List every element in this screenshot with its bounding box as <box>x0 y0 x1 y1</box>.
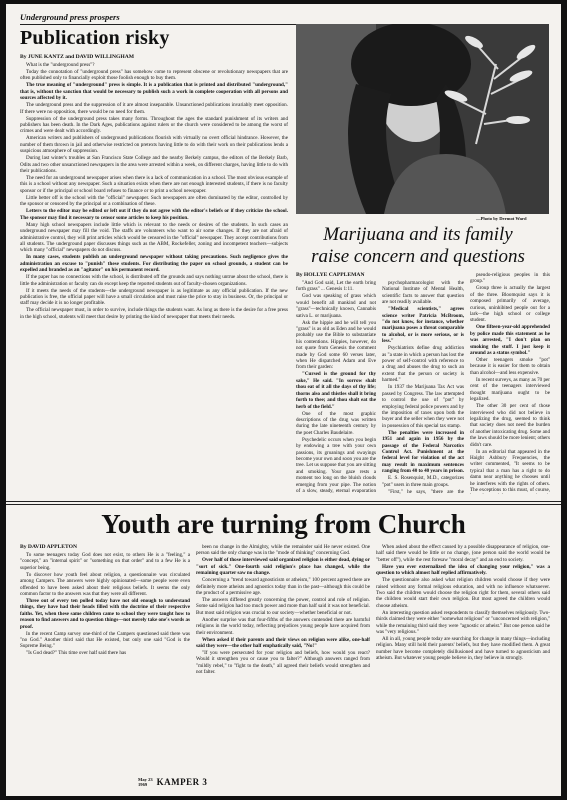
paragraph: The official newspaper must, in order to survive, include things the students want. As long as there is the desire for a free press in the high school, students will meet that desire by printing the kind of newspaper that meets their needs. <box>20 307 288 320</box>
headline-youth-church: Youth are turning from Church <box>101 509 466 539</box>
paragraph: been no change in the Almighty, while the remainder said He never existed. One person said the only change was in the "mode of thinking" concerning God. <box>196 544 370 557</box>
paragraph: The questionnaire also asked what religion children would choose if they were raised without any formal religious education, and with no influence whatsoever. Two said the children would choose the religion right for them, several others said the children would start their own religion. But most agreed the children would choose atheism. <box>376 577 550 609</box>
paragraph: Many high school newspapers include little which is relevant to the needs or desires of the students. In such cases an underground newspaper may fill the void. The staffs are volunteers who want to air some changes. If they are not afraid of administrative control, they will print articles which would be censored in the "official" newspaper. They accept contributions from all students. The underground paper discusses things such as the ABM, Rockefeller, zoning and incompetent teachers—subjects which many "official" newspapers do not discuss. <box>20 221 288 254</box>
paragraph: Have you ever externalized the idea of changing your religion," was a question to which almost half replied affirmatively. <box>376 563 550 577</box>
paragraph: psychopharmacologist with the National Institute of Mental Health, scientific facts to answer that question are not readily available. <box>382 280 464 306</box>
paragraph: Concerning a "trend toward agnosticism or atheism," 100 percent agreed there are definitely more atheists and agnostics today than in the past—although this could be the product of a permissive age. <box>196 577 370 597</box>
headline-marijuana <box>278 224 558 268</box>
page-footer <box>138 777 207 787</box>
paragraph: The underground press and the suppression of it are almost inseparable. Unsanctioned publications invariably meet opposition. If there were no opposition, there would be no need for them. <box>20 102 288 115</box>
story2-column-1 <box>296 280 376 494</box>
photo-image <box>296 24 549 214</box>
byline-story2: By HOLLYE CAPPLEMAN <box>296 272 365 278</box>
headline-marijuana-line2: raise concern and questions <box>311 246 525 267</box>
story2-column-3 <box>470 272 550 494</box>
story3-column-1 <box>20 552 190 774</box>
headline-marijuana-line1: Marijuana and its family <box>323 224 513 245</box>
paragraph: Suppression of the underground press takes many forms. Throughout the ages the standard punishment of its writers and publishers has been death. In the Dark Ages, publications against rulers or the church were considered to be among the worst of crimes and were dealt with accordingly. <box>20 115 288 135</box>
paragraph: To some teenagers today God does not exist, to others He is a "feeling," a "concept," an "internal spirit" or "something on that order" and to a few He is a superior being. <box>20 552 190 571</box>
newspaper-page <box>6 4 561 796</box>
issue-date <box>138 777 153 787</box>
issue-date-year: 1969 <box>138 782 148 787</box>
paragraph: Today the connotation of "underground press" has somehow come to represent obscene or revolutionary newspapers that are often published only to financially exploit those foolish enough to buy them. <box>20 69 288 82</box>
paragraph: Over half of those interviewed said organized religion is either dead, dying or "sort of sick." One-fourth said religion's place has changed, while the remaining quarter saw no change. <box>196 557 370 577</box>
paragraph: An interesting question asked respondents to classify themselves religiously. Two-thirds claimed they were either "somewhat religious" or "unconcerned with religion," while the remaining third said they were "agnostic or atheist." But one person said he was "very religious." <box>376 609 550 636</box>
paragraph: Group three is actually the largest of the three. Bloomquist says it is composed primarily of average, curious, uninhibited people out for a lark—the high school or college student. <box>470 285 550 324</box>
paragraph: The true meaning of "underground" press is simple. It is a publication that is printed and distributed "underground," that is, without the sanction that would be necessary to publish such a work in complete cooperation with all persons and sources affected by it. <box>20 82 288 102</box>
story3-column-3 <box>376 544 550 784</box>
paragraph: American writers and publishers of underground publications flourish with virtually no overt official hindrance. However, the number of them thrown in jail and otherwise restricted on pretexts having little to do with their work on their publications lends a suspicious atmosphere of suppression. <box>20 135 288 155</box>
paragraph: "And God said, Let the earth bring forth grass" ... Genesis 1:11. <box>296 280 376 293</box>
paragraph: In 1937 the Marijuana Tax Act was passed by Congress. The law attempted to control the use of "pot" by employing federal police powers and by the imposition of taxes upon both the buyer and the seller when they were not in possession of this special tax stamp. <box>382 384 464 429</box>
story1-body <box>20 62 288 494</box>
photo-girl-with-plant <box>296 24 549 214</box>
paragraph: If it meets the needs of the students—the underground newspaper is as legitimate as any official publication. If the new publication is free, the official paper will have a small circulation and must raise the price to stay in business. Or, the principal or staff may decide it is no longer profitable. <box>20 287 288 307</box>
paragraph: The other 30 per cent of those interviewed who did not believe in legalizing the drug, seemed to think that society does not need the burden of another intoxicating drug. Some and the laws should be more lenient; others didn't care. <box>470 403 550 448</box>
paragraph: E. S. Rosenquist, M.D., categorizes "pot" users in three main groups. <box>382 475 464 488</box>
paragraph: In many cases, students publish an underground newspaper without taking precautions. Such negligence gives the administration an excuse to "punish" these students. For distributing the paper on school grounds, a student can be expelled and branded as an "agitator" on his permanent record. <box>20 254 288 274</box>
paragraph: Other teenagers smoke "pot" because it is easier for them to obtain than alcohol—and less expensive. <box>470 357 550 376</box>
paragraph: During last winter's troubles at San Francisco State College and the nearby Berkely campus, the editors of the Berkely Barb, Odits and two other unsanctioned newspapers in the area were arrested within a week, on different charges, having little to do with their publications. <box>20 155 288 175</box>
story3-column-2 <box>196 544 370 784</box>
paragraph: All in all, young people today are searching for change in many things—including religion. Many still hold their parents' beliefs, but they have modified them. A great number have become completely disillusioned and have turned to agnosticism and atheism. But whatever young people believe in, they believe in strongly. <box>376 636 550 662</box>
paragraph: Little better off is the school with the "official" newspaper. Such newspapers are often dominated by the editor, controlled by the sponsor or censored by the principal or a combination of these. <box>20 194 288 208</box>
paragraph: In the recent Camp survey one-third of the Campers questioned said there was "no God." Another third said that He existed, but only one said "God is the Supreme Being." <box>20 630 190 650</box>
paragraph: Another surprise was that four-fifths of the answers contended there are harmful religions in the world today, reflecting prejudices young people have acquired from their environment. <box>196 616 370 636</box>
section-rule <box>6 501 561 502</box>
paragraph: "Cursed is the ground for thy sake," He said. "In sorrow shalt thou eat of it all the days of thy life; thorns also and thistles shall it bring forth to thee; and thou shalt eat the herb of the field." <box>296 371 376 410</box>
paragraph: What is the "underground press"? <box>26 62 95 68</box>
paragraph: The penalties were increased in 1951 and again in 1956 by the passage of the Federal Narcotics Control Act. Punishment at the federal level for violation of the act may result in maximum sentences ranging from 40 to 40 years in prison. <box>382 429 464 475</box>
paragraph: One of the most graphic descriptions of the drug was written during the late nineteenth century by the poet Charles Baudelaire. <box>296 410 376 436</box>
paragraph: When asked about the effect caused by a possible disappearance of religion, one-half said there would be little or no change, (one person said the world would be "better off"), while the rest foresaw "moral decay" and an end to society. <box>376 544 550 563</box>
paragraph: To discover how youth feel about religion, a questionnaire was circulated among Campers. The answers were highly opinionated—some people were even offended to have been asked about their religious beliefs. It seems the only common factor to the answers was that they were all different. <box>20 571 190 598</box>
paragraph: Psychedelic occurs when you begin by endowing a tree with your own passions, its groanings and swayings become your own and soon you are the tree. Let us suppose that you are sitting and smoking. Your gaze rests a moment too long on the bluish clouds emerging from your pipe. The notion of a slow, steady, eternal evaporation <box>296 436 376 494</box>
paper-name: KAMPER 3 <box>156 777 208 787</box>
paragraph: pseudo-religious peoples in this group." <box>470 272 550 285</box>
headline-publication-risky: Publication risky <box>20 27 170 49</box>
paragraph: The answers differed greatly concerning the power, control and role of religion. Some said religion had too much power and more than half said it was not beneficial. But most said religion was crucial to our society—whether beneficial or not. <box>196 597 370 616</box>
paragraph: "If you were persecuted for your religion and beliefs, how would you react? Would it strengthen you or cause you to falter?" Although answers ranged from "mildly rebel," to "fight to the death," all agreed their beliefs would strengthen and not falter. <box>196 650 370 676</box>
paragraph: "Medical scientists," agrees science writer Patricia McBroom, "do not know, for instance, whether marijuana poses a threat comparable to alcohol, or is more serious, or is less." <box>382 306 464 345</box>
photo-credit: —Photo by Dermot Ward <box>476 216 527 221</box>
paragraph: In an editorial that appeared in the Haight Ashbury Frequencies, the writer commented, "It seems to be typical that a man has a right to do damn near anything he chooses until he interferes with the rights of others. The exceptions to this must, of course, <box>470 448 550 493</box>
story2-column-2 <box>382 280 464 494</box>
paragraph: One fifteen-year-old apprehended by police made this statement as he was arrested, "I don't plan on smoking the stuff. I just keep it around as a status symbol." <box>470 324 550 357</box>
byline-story3: By DAVID APPLETON <box>20 544 77 550</box>
byline-story1: By JUNE KANTZ and DAVID WILLINGHAM <box>20 54 135 60</box>
paragraph: Three out of every ten polled today have not old enough to understand things, they have had their heads filled with the doctrine of their respective faiths. Yet, when these same children came to school they were taught how to reason to find answers and to question things—not merely take one's words as proof. <box>20 598 190 630</box>
paragraph: When asked if their parents and their views on religion were alike, one-half said they were—the other half emphatically said, "No!" <box>196 636 370 650</box>
paragraph: "First," he says, "there are the <box>388 488 464 494</box>
section-rule-thin <box>6 504 561 505</box>
paragraph: "Is God dead?" This time over half said there has <box>26 650 127 657</box>
paragraph: If the paper has no connections with the school, is distributed off the grounds and says nothing untrue about the school, there is little the administration or faculty can do except keep the reported students out of faculty-chosen organizations. <box>20 274 288 287</box>
paragraph: The need for an underground newspaper arises when there is a lack of communication in a school. The most obvious example of this is a school without any newspaper. Such a situation exists when there are not enough interested students, if there is no faculty sponsor or if the principal or school board refuses to finance or to print a school newspaper. <box>20 175 288 194</box>
paragraph: Ask the hippie and he will tell you "grass" is as old as Eden and he would probably use the Bible to substantiate his contentions. Hippies, however, do not quote from Genesis the comment made by God some 60 verses later, when He dispatched Adam and Eve from their garden: <box>296 319 376 371</box>
paragraph: In recent surveys, as many as 70 per cent of the teenagers interviewed thought marijuana ought to be legalized. <box>470 376 550 403</box>
section-kicker: Underground press prospers <box>20 12 120 22</box>
issue-date-day: May 23 <box>138 777 153 782</box>
paragraph: Letters to the editor may be edited or left out if they do not agree with the editor's beliefs or if they criticize the school. The sponsor may find it necessary to censor some articles to keep his position. <box>20 208 288 221</box>
paragraph: Psychiatrists define drug addiction as "a state in which a person has lost the power of self-control with reference to a drug and abuses the drug to such an extent that the person or society is harmed." <box>382 345 464 384</box>
paragraph: God was speaking of grass which would benefit all mankind and not "grass"—technically known, Cannabis sativa L. or marijuana. <box>296 293 376 319</box>
